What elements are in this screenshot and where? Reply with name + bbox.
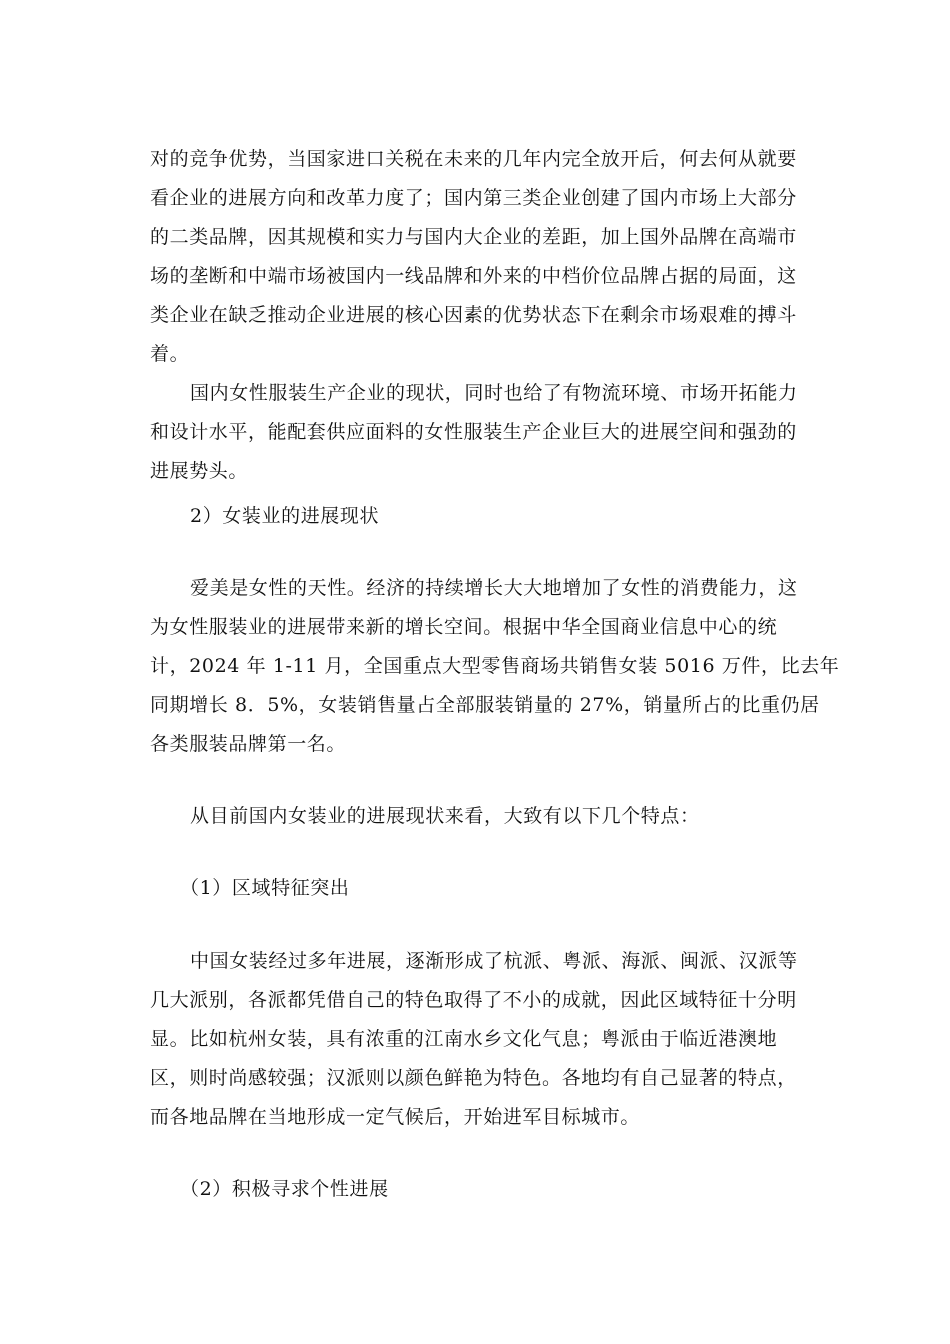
text-line: 进展势头。 <box>150 460 249 482</box>
text-line: 计，2024 年 1-11 月，全国重点大型零售商场共销售女装 5016 万件，比去年 <box>150 655 840 677</box>
paragraph-regional <box>150 942 800 1137</box>
text-line: 而各地品牌在当地形成一定气候后，开始进军目标城市。 <box>150 1106 641 1128</box>
section-heading: 2）女装业的进展现状 <box>190 505 380 527</box>
text-line: 显。比如杭州女装，具有浓重的江南水乡文化气息；粤派由于临近港澳地 <box>150 1028 778 1050</box>
text-line: 和设计水平，能配套供应面料的女性服装生产企业巨大的进展空间和强劲的 <box>150 421 797 443</box>
text-line: 区，则时尚感较强；汉派则以颜色鲜艳为特色。各地均有自己显著的特点， <box>150 1067 797 1089</box>
text-line: 各类服装品牌第一名。 <box>150 733 347 755</box>
text-line: 类企业在缺乏推动企业进展的核心因素的优势状态下在剩余市场艰难的搏斗 <box>150 304 797 326</box>
text-line: 同期增长 8．5%，女装销售量占全部服装销量的 27%，销量所占的比重仍居 <box>150 694 820 716</box>
text-line: 爱美是女性的天性。经济的持续增长大大地增加了女性的消费能力，这 <box>190 577 798 599</box>
text-line: 的二类品牌，因其规模和实力与国内大企业的差距，加上国外品牌在高端市 <box>150 226 797 248</box>
text-line: 场的垄断和中端市场被国内一线品牌和外来的中档价位品牌占据的局面，这 <box>150 265 797 287</box>
subheading-individuality: （2）积极寻求个性进展 <box>180 1178 389 1200</box>
paragraph-industry-status <box>150 569 840 764</box>
text-line: 几大派别，各派都凭借自己的特色取得了不小的成就，因此区域特征十分明 <box>150 989 797 1011</box>
text-line: 为女性服装业的进展带来新的增长空间。根据中华全国商业信息中心的统 <box>150 616 778 638</box>
text-line: 看企业的进展方向和改革力度了；国内第三类企业创建了国内市场上大部分 <box>150 187 797 209</box>
paragraph-domestic-status <box>150 374 800 491</box>
text-line: 着。 <box>150 343 190 365</box>
paragraph-competitive-advantage <box>150 140 800 374</box>
text-line: 国内女性服装生产企业的现状，同时也给了有物流环境、市场开拓能力 <box>190 382 798 404</box>
text-line: 对的竞争优势，当国家进口关税在未来的几年内完全放开后，何去何从就要 <box>150 148 797 170</box>
subheading-regional: （1）区域特征突出 <box>180 877 350 899</box>
paragraph-features-intro: 从目前国内女装业的进展现状来看，大致有以下几个特点： <box>190 805 700 827</box>
text-line: 中国女装经过多年进展，逐渐形成了杭派、粤派、海派、闽派、汉派等 <box>190 950 798 972</box>
